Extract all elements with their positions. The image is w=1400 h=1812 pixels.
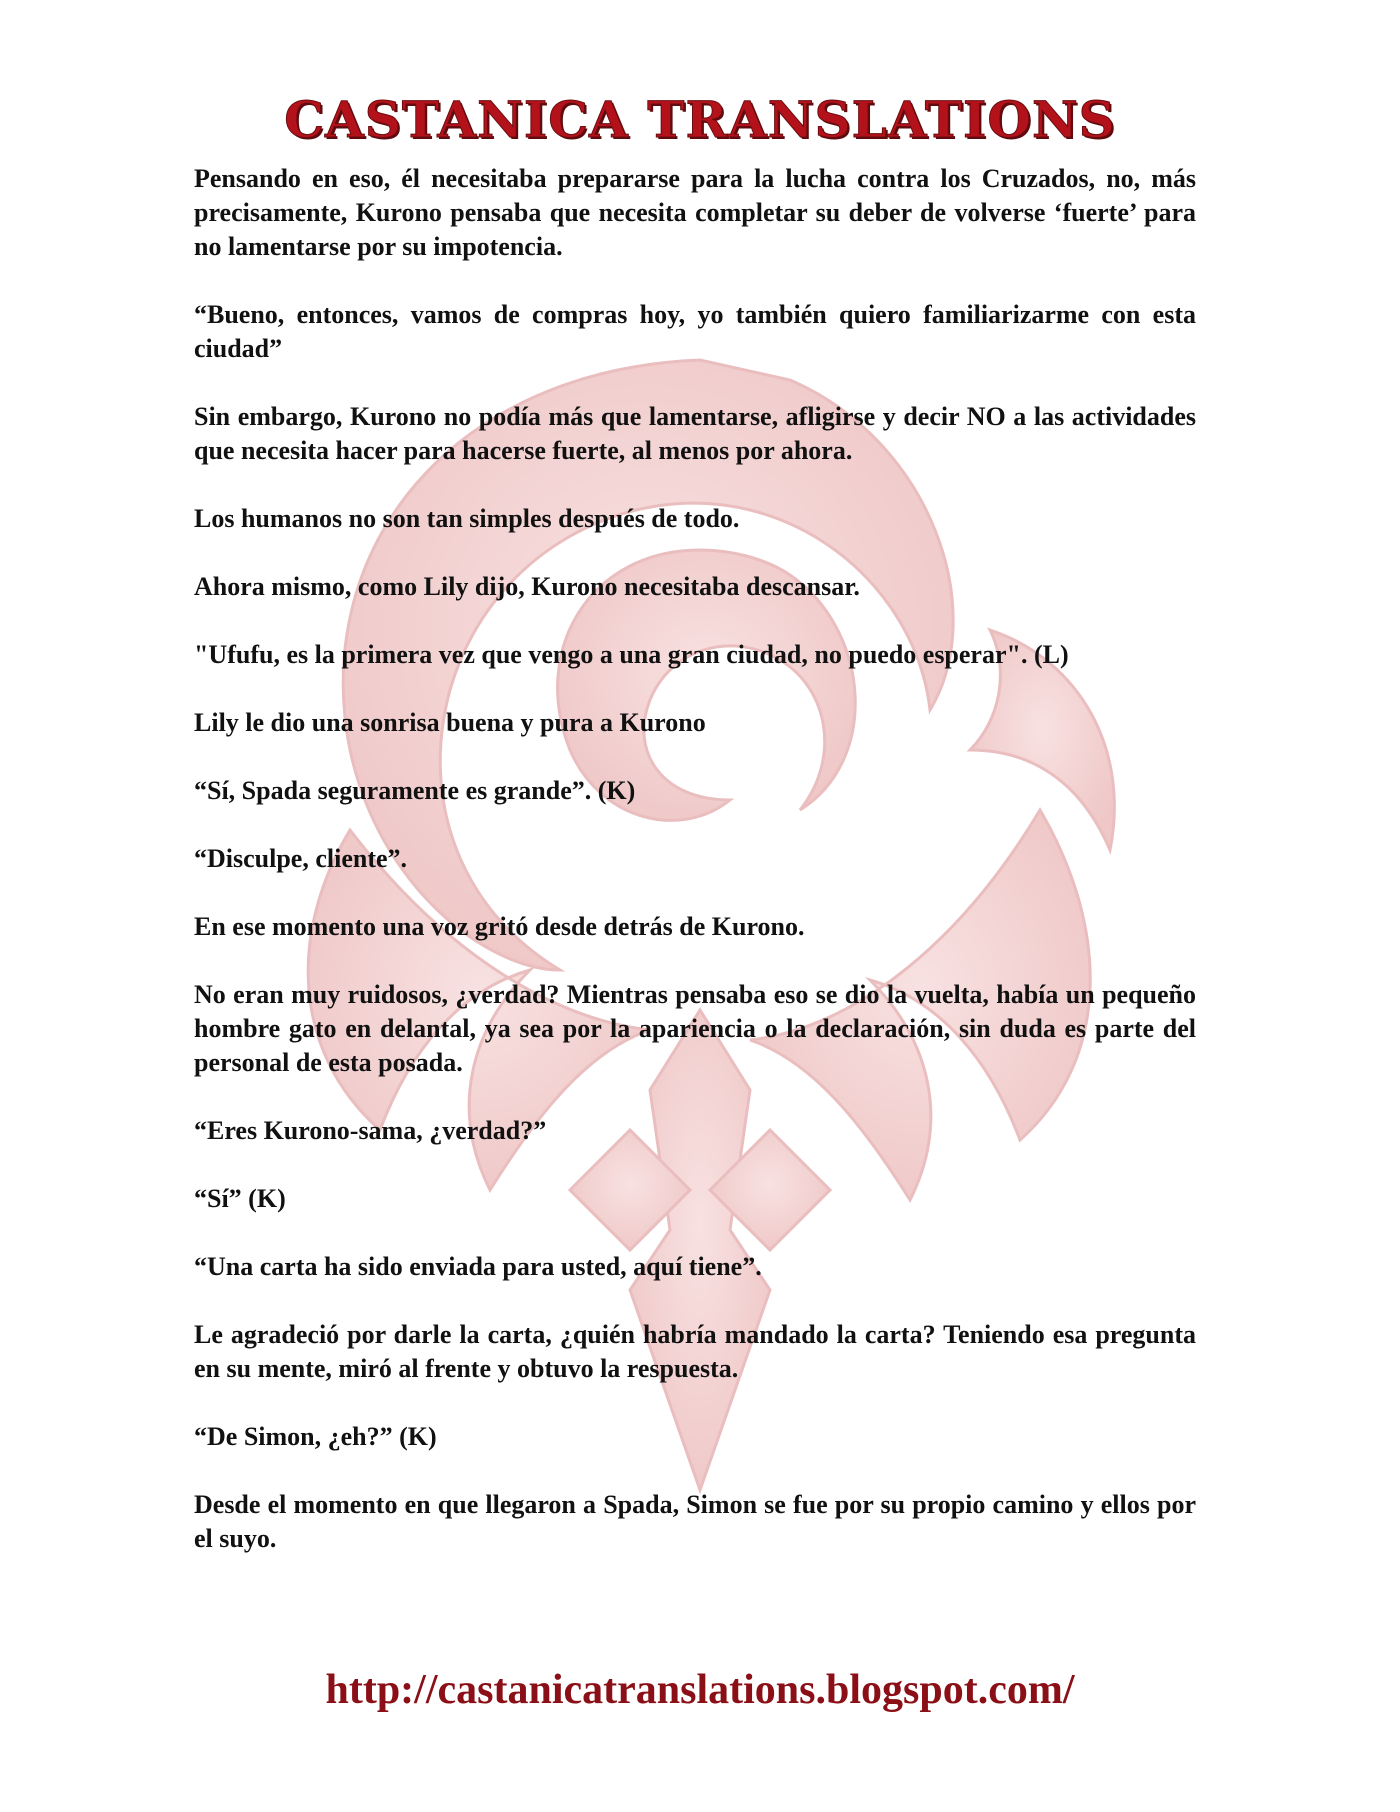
page-footer [0,1665,1400,1715]
paragraph: Sin embargo, Kurono no podía más que lamentarse, afligirse y decir NO a las actividades que necesita hacer para hacerse fuerte, al menos por ahora. [194,402,1196,465]
paragraph: “Disculpe, cliente”. [194,844,408,873]
paragraph: Los humanos no son tan simples después de todo. [194,504,740,533]
paragraph: Pensando en eso, él necesitaba prepararse para la lucha contra los Cruzados, no, más precisamente, Kurono pensaba que necesita completar su deber de volverse ‘fuerte’ para no lamentarse por su impotencia. [194,164,1196,261]
paragraph: Ahora mismo, como Lily dijo, Kurono necesitaba descansar. [194,572,860,601]
paragraph: En ese momento una voz gritó desde detrás de Kurono. [194,912,805,941]
page-header [0,90,1400,150]
paragraph: “Sí, Spada seguramente es grande”. (K) [194,776,636,805]
paragraph: “Sí” (K) [194,1184,286,1213]
paragraph: Lily le dio una sonrisa buena y pura a Kurono [194,708,706,737]
paragraph: “Una carta ha sido enviada para usted, aquí tiene”. [194,1252,762,1281]
paragraph: No eran muy ruidosos, ¿verdad? Mientras pensaba eso se dio la vuelta, había un pequeño hombre gato en delantal, ya sea por la apariencia o la declaración, sin duda es parte del personal de esta posada. [194,980,1196,1077]
site-url-link[interactable]: http://castanicatranslations.blogspot.com/ [325,1667,1075,1713]
paragraph: Desde el momento en que llegaron a Spada, Simon se fue por su propio camino y ellos por el suyo. [194,1490,1196,1553]
paragraph: “Eres Kurono-sama, ¿verdad?” [194,1116,547,1145]
paragraph: Le agradeció por darle la carta, ¿quién habría mandado la carta? Teniendo esa pregunta en su mente, miró al frente y obtuvo la respuesta. [194,1320,1196,1383]
paragraph: "Ufufu, es la primera vez que vengo a una gran ciudad, no puedo esperar". (L) [194,640,1069,669]
paragraph: “Bueno, entonces, vamos de compras hoy, yo también quiero familiarizarme con esta ciudad” [194,300,1196,363]
paragraph: “De Simon, ¿eh?” (K) [194,1422,437,1451]
site-title: CASTANICA TRANSLATIONS [284,90,1116,149]
document-body [194,162,1196,1590]
